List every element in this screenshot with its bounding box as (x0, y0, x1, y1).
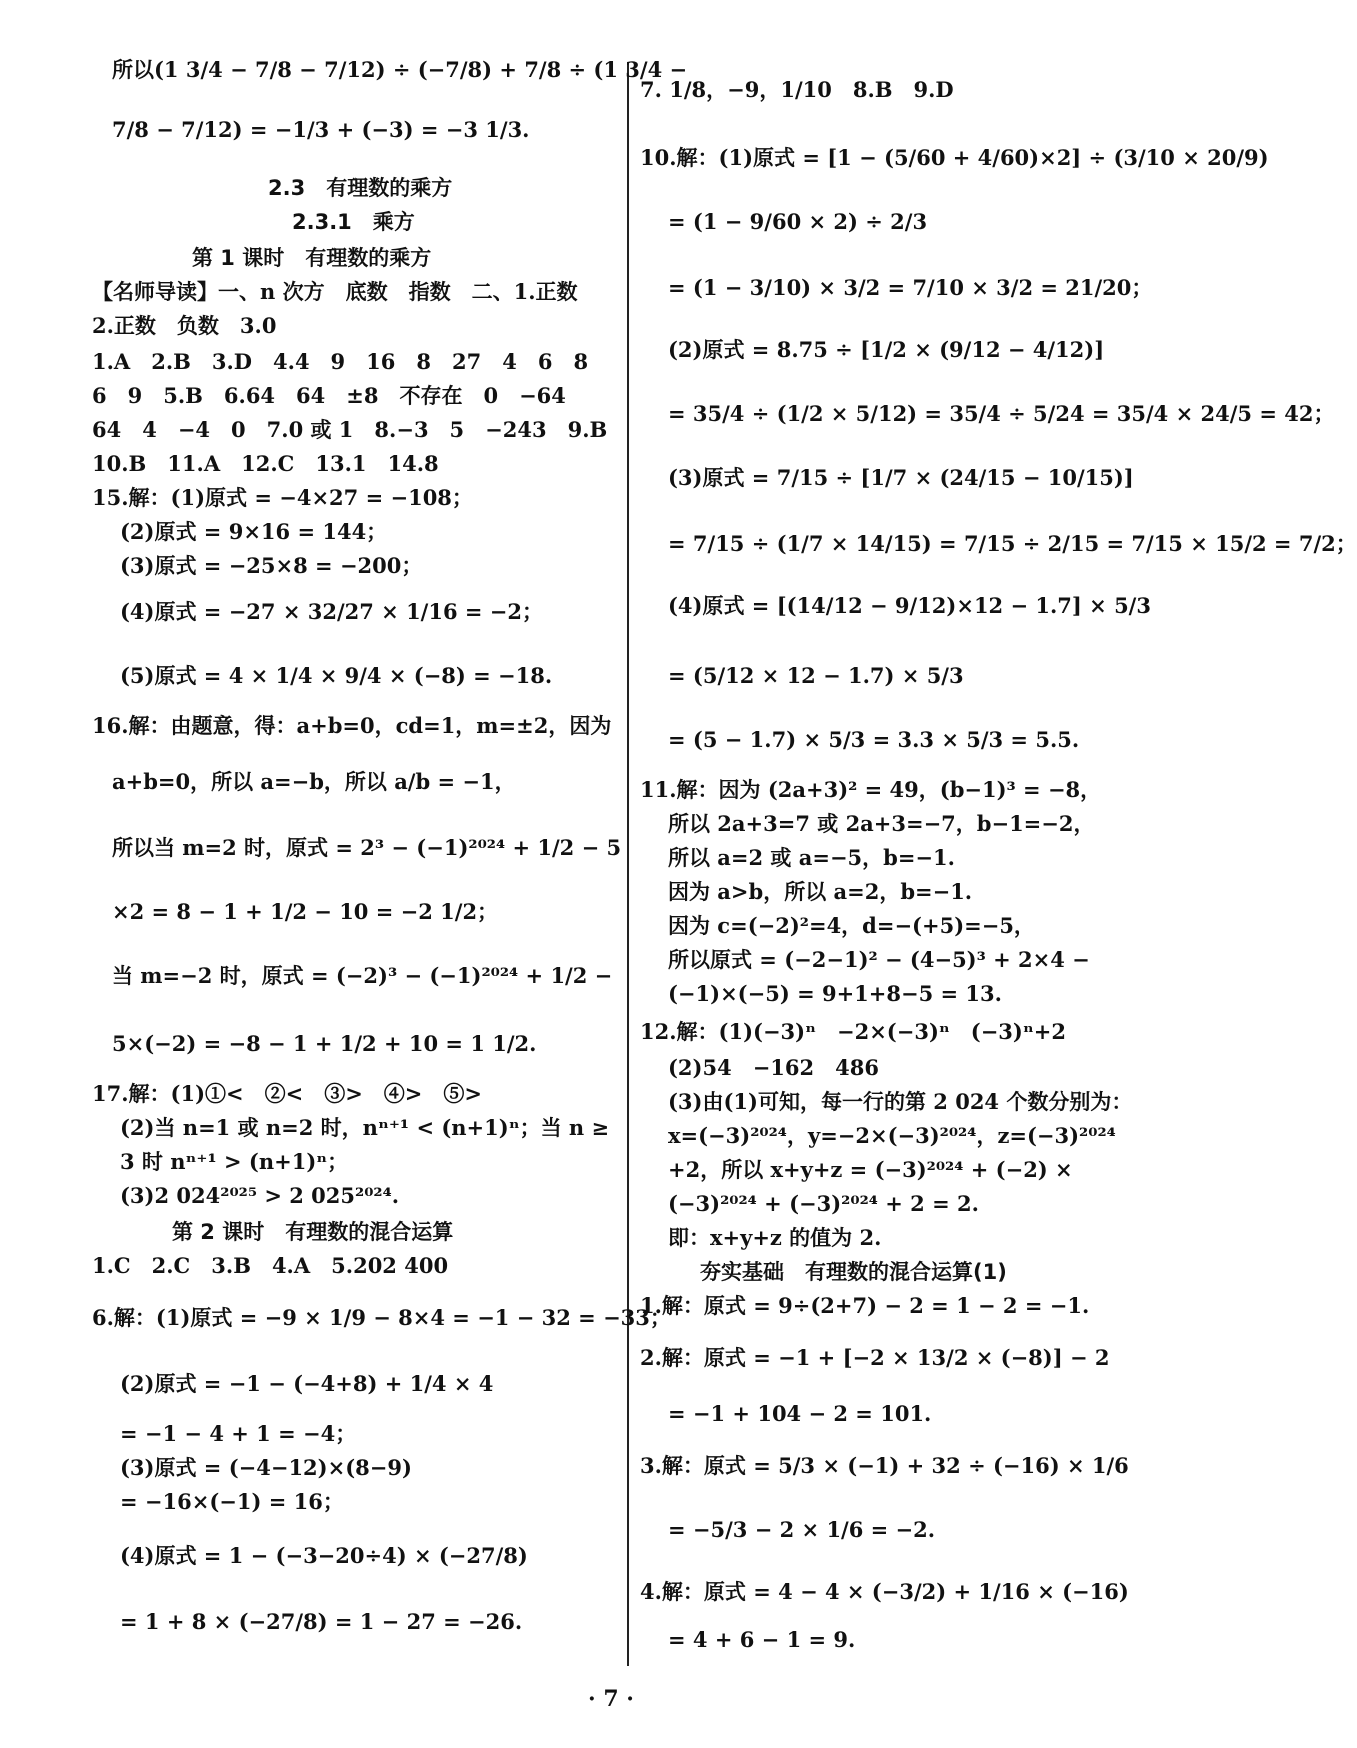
text-line: 3 时 nⁿ⁺¹ > (n+1)ⁿ； (120, 1149, 349, 1174)
text-line: 10.解：(1)原式 = [1 − (5/60 + 4/60)×2] ÷ (3/10 × 20/9) (640, 145, 1269, 170)
section-heading: 第 2 课时 有理数的混合运算 (172, 1220, 454, 1244)
text-line: = −1 + 104 − 2 = 101. (668, 1401, 932, 1426)
text-line: (3)由(1)可知，每一行的第 2 024 个数分别为： (668, 1089, 1133, 1114)
text-line: 15.解：(1)原式 = −4×27 = −108； (92, 485, 473, 510)
text-line: (2)当 n=1 或 n=2 时，nⁿ⁺¹ < (n+1)ⁿ；当 n ≥ (120, 1115, 610, 1140)
text-line: 4.解：原式 = 4 − 4 × (−3/2) + 1/16 × (−16) (640, 1579, 1129, 1604)
text-line: 即：x+y+z 的值为 2. (668, 1225, 882, 1250)
text-line: 当 m=−2 时，原式 = (−2)³ − (−1)²⁰²⁴ + 1/2 − (112, 963, 613, 988)
text-line: (2)54 −162 486 (668, 1055, 879, 1080)
text-line: = 7/15 ÷ (1/7 × 14/15) = 7/15 ÷ 2/15 = 7/15 × 15/2 = 7/2； (668, 531, 1357, 556)
text-line: = (1 − 3/10) × 3/2 = 7/10 × 3/2 = 21/20； (668, 275, 1153, 300)
text-line: 16.解：由题意，得：a+b=0，cd=1，m=±2，因为 (92, 713, 612, 738)
text-line: (5)原式 = 4 × 1/4 × 9/4 × (−8) = −18. (120, 663, 553, 688)
text-line: (4)原式 = [(14/12 − 9/12)×12 − 1.7] × 5/3 (668, 593, 1151, 618)
text-line: = −1 − 4 + 1 = −4； (120, 1421, 357, 1446)
text-line: 10.B 11.A 12.C 13.1 14.8 (92, 451, 439, 476)
text-line: 因为 c=(−2)²=4，d=−(+5)=−5， (668, 913, 1035, 938)
text-line: = (5/12 × 12 − 1.7) × 5/3 (668, 663, 964, 688)
section-heading: 第 1 课时 有理数的乘方 (192, 246, 432, 270)
text-line: = 1 + 8 × (−27/8) = 1 − 27 = −26. (120, 1609, 523, 1634)
text-line: (−1)×(−5) = 9+1+8−5 = 13. (668, 981, 1002, 1006)
text-line: 12.解：(1)(−3)ⁿ −2×(−3)ⁿ (−3)ⁿ+2 (640, 1019, 1066, 1044)
text-line: x=(−3)²⁰²⁴，y=−2×(−3)²⁰²⁴，z=(−3)²⁰²⁴ (668, 1123, 1116, 1148)
text-line: (4)原式 = −27 × 32/27 × 1/16 = −2； (120, 599, 544, 624)
text-line: 3.解：原式 = 5/3 × (−1) + 32 ÷ (−16) × 1/6 (640, 1453, 1129, 1478)
text-line: 6 9 5.B 6.64 64 ±8 不存在 0 −64 (92, 383, 566, 408)
text-line: 5×(−2) = −8 − 1 + 1/2 + 10 = 1 1/2. (112, 1031, 537, 1056)
text-line: +2，所以 x+y+z = (−3)²⁰²⁴ + (−2) × (668, 1157, 1073, 1182)
text-line: 11.解：因为 (2a+3)² = 49，(b−1)³ = −8， (640, 777, 1102, 802)
text-line: (−3)²⁰²⁴ + (−3)²⁰²⁴ + 2 = 2. (668, 1191, 979, 1216)
text-line: 所以 a=2 或 a=−5，b=−1. (668, 845, 955, 870)
text-line: 7/8 − 7/12) = −1/3 + (−3) = −3 1/3. (112, 117, 530, 142)
text-line: = 35/4 ÷ (1/2 × 5/12) = 35/4 ÷ 5/24 = 35/4 × 24/5 = 42； (668, 401, 1335, 426)
text-line: 所以当 m=2 时，原式 = 2³ − (−1)²⁰²⁴ + 1/2 − 5 (112, 835, 622, 860)
text-line: (3)原式 = (−4−12)×(8−9) (120, 1455, 412, 1480)
text-line: ×2 = 8 − 1 + 1/2 − 10 = −2 1/2； (112, 899, 499, 924)
text-line: 所以(1 3/4 − 7/8 − 7/12) ÷ (−7/8) + 7/8 ÷ (1 3/4 − (112, 57, 688, 82)
section-heading: 2.3.1 乘方 (292, 210, 415, 234)
text-line: 64 4 −4 0 7.0 或 1 8.−3 5 −243 9.B (92, 417, 608, 442)
page-number: · 7 · (588, 1686, 634, 1712)
text-line: (2)原式 = 9×16 = 144； (120, 519, 388, 544)
text-line: 2.正数 负数 3.0 (92, 313, 277, 338)
text-line: 所以 2a+3=7 或 2a+3=−7，b−1=−2， (668, 811, 1095, 836)
text-line: = (5 − 1.7) × 5/3 = 3.3 × 5/3 = 5.5. (668, 727, 1080, 752)
text-line: = −5/3 − 2 × 1/6 = −2. (668, 1517, 936, 1542)
text-line: 1.解：原式 = 9÷(2+7) − 2 = 1 − 2 = −1. (640, 1293, 1090, 1318)
text-line: = −16×(−1) = 16； (120, 1489, 344, 1514)
text-line: (3)原式 = −25×8 = −200； (120, 553, 423, 578)
section-heading: 夯实基础 有理数的混合运算(1) (700, 1260, 1007, 1284)
text-line: 2.解：原式 = −1 + [−2 × 13/2 × (−8)] − 2 (640, 1345, 1110, 1370)
text-line: a+b=0，所以 a=−b，所以 a/b = −1， (112, 769, 516, 794)
text-line: (3)2 024²⁰²⁵ > 2 025²⁰²⁴. (120, 1183, 400, 1208)
text-line: (3)原式 = 7/15 ÷ [1/7 × (24/15 − 10/15)] (668, 465, 1134, 490)
text-line: = 4 + 6 − 1 = 9. (668, 1627, 856, 1652)
section-heading: 2.3 有理数的乘方 (268, 176, 453, 200)
text-line: (2)原式 = −1 − (−4+8) + 1/4 × 4 (120, 1371, 494, 1396)
text-line: 17.解：(1)①< ②< ③> ④> ⑤> (92, 1081, 482, 1106)
text-line: 因为 a>b，所以 a=2，b=−1. (668, 879, 973, 904)
text-line: 1.A 2.B 3.D 4.4 9 16 8 27 4 6 8 (92, 349, 589, 374)
text-line: 7. 1/8，−9，1/10 8.B 9.D (640, 77, 954, 102)
column-divider (627, 62, 629, 1666)
text-line: 1.C 2.C 3.B 4.A 5.202 400 (92, 1253, 449, 1278)
text-line: = (1 − 9/60 × 2) ÷ 2/3 (668, 209, 928, 234)
text-line: (4)原式 = 1 − (−3−20÷4) × (−27/8) (120, 1543, 528, 1568)
text-line: 6.解：(1)原式 = −9 × 1/9 − 8×4 = −1 − 32 = −33； (92, 1305, 671, 1330)
text-line: 【名师导读】一、n 次方 底数 指数 二、1.正数 (92, 279, 578, 304)
text-line: 所以原式 = (−2−1)² − (4−5)³ + 2×4 − (668, 947, 1090, 972)
text-line: (2)原式 = 8.75 ÷ [1/2 × (9/12 − 4/12)] (668, 337, 1105, 362)
